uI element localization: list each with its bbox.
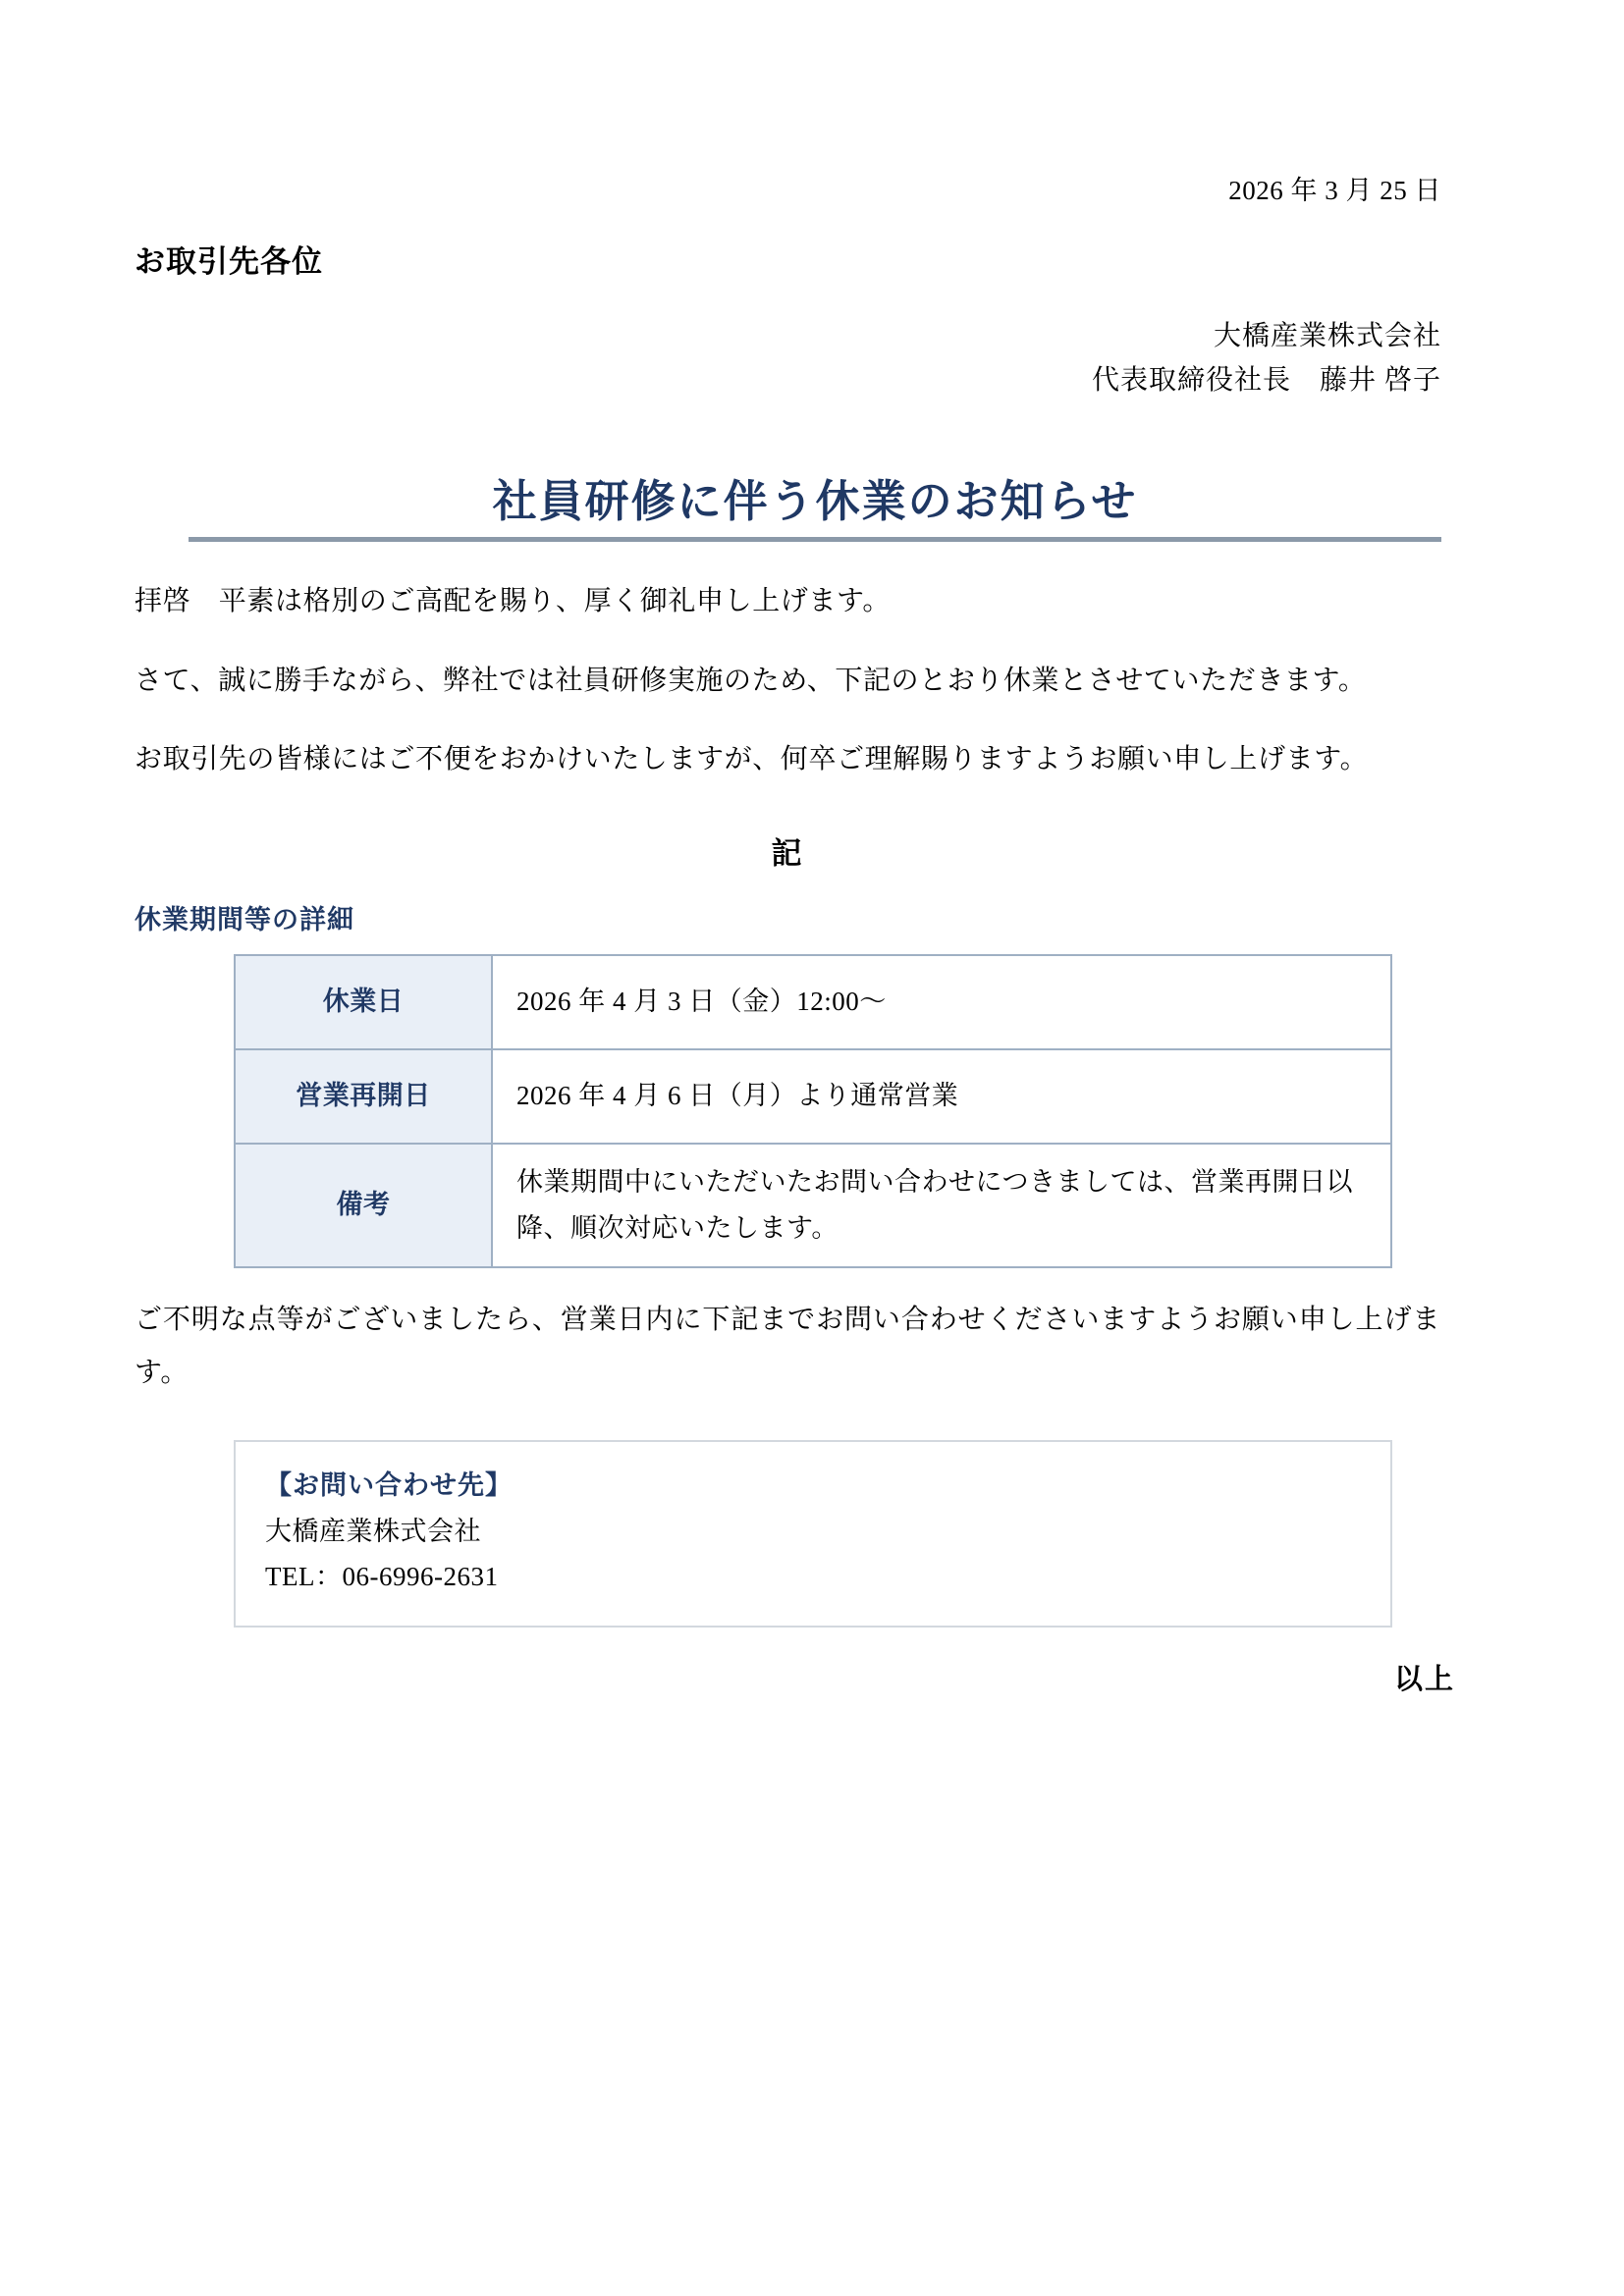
table-label-remarks: 備考 bbox=[235, 1144, 492, 1267]
sender-company: 大橋産業株式会社 bbox=[1213, 321, 1441, 351]
table-row bbox=[235, 1049, 1391, 1144]
contact-tel: TEL：06-6996-2631 bbox=[265, 1562, 499, 1592]
table-label-reopen-date: 営業再開日 bbox=[235, 1049, 492, 1144]
contact-box bbox=[234, 1440, 1392, 1628]
contact-box-title: 【お問い合わせ先】 bbox=[265, 1469, 513, 1500]
page-title: 社員研修に伴う休業のお知らせ bbox=[492, 476, 1138, 526]
contact-company: 大橋産業株式会社 bbox=[265, 1516, 481, 1546]
section-heading: 休業期間等の詳細 bbox=[135, 904, 354, 934]
kiji-marker: 記 bbox=[771, 835, 804, 871]
table-row bbox=[235, 955, 1391, 1049]
paragraph-greeting: 拝啓 平素は格別のご高配を賜り、厚く御礼申し上げます。 bbox=[135, 585, 891, 616]
recipient-line: お取引先各位 bbox=[135, 244, 323, 279]
sender-block bbox=[189, 314, 1441, 403]
paragraph-notice: さて、誠に勝手ながら、弊社では社員研修実施のため、下記のとおり休業とさせていただきます。 bbox=[135, 665, 1367, 696]
document-date: 2026 年 3 月 25 日 bbox=[1228, 176, 1441, 205]
paragraph-inquiry: ご不明な点等がございましたら、営業日内に下記までお問い合わせくださいますようお願い申し上げます。 bbox=[135, 1304, 1440, 1389]
table-value-remarks: 休業期間中にいただいたお問い合わせにつきましては、営業再開日以降、順次対応いたします。 bbox=[492, 1144, 1391, 1267]
title-divider bbox=[189, 537, 1441, 542]
table-value-reopen-date: 2026 年 4 月 6 日（月）より通常営業 bbox=[492, 1049, 1391, 1144]
table-label-closure-date: 休業日 bbox=[235, 955, 492, 1049]
paragraph-apology: お取引先の皆様にはご不便をおかけいたしますが、何卒ご理解賜りますようお願い申し上げます。 bbox=[135, 744, 1369, 775]
closure-details-table bbox=[234, 954, 1392, 1268]
sender-title-name: 代表取締役社長 藤井 啓子 bbox=[1091, 365, 1441, 397]
document-body bbox=[135, 0, 1455, 1697]
closing-marker: 以上 bbox=[1393, 1663, 1455, 1695]
table-value-closure-date: 2026 年 4 月 3 日（金）12:00〜 bbox=[492, 955, 1391, 1049]
table-row bbox=[235, 1144, 1391, 1267]
